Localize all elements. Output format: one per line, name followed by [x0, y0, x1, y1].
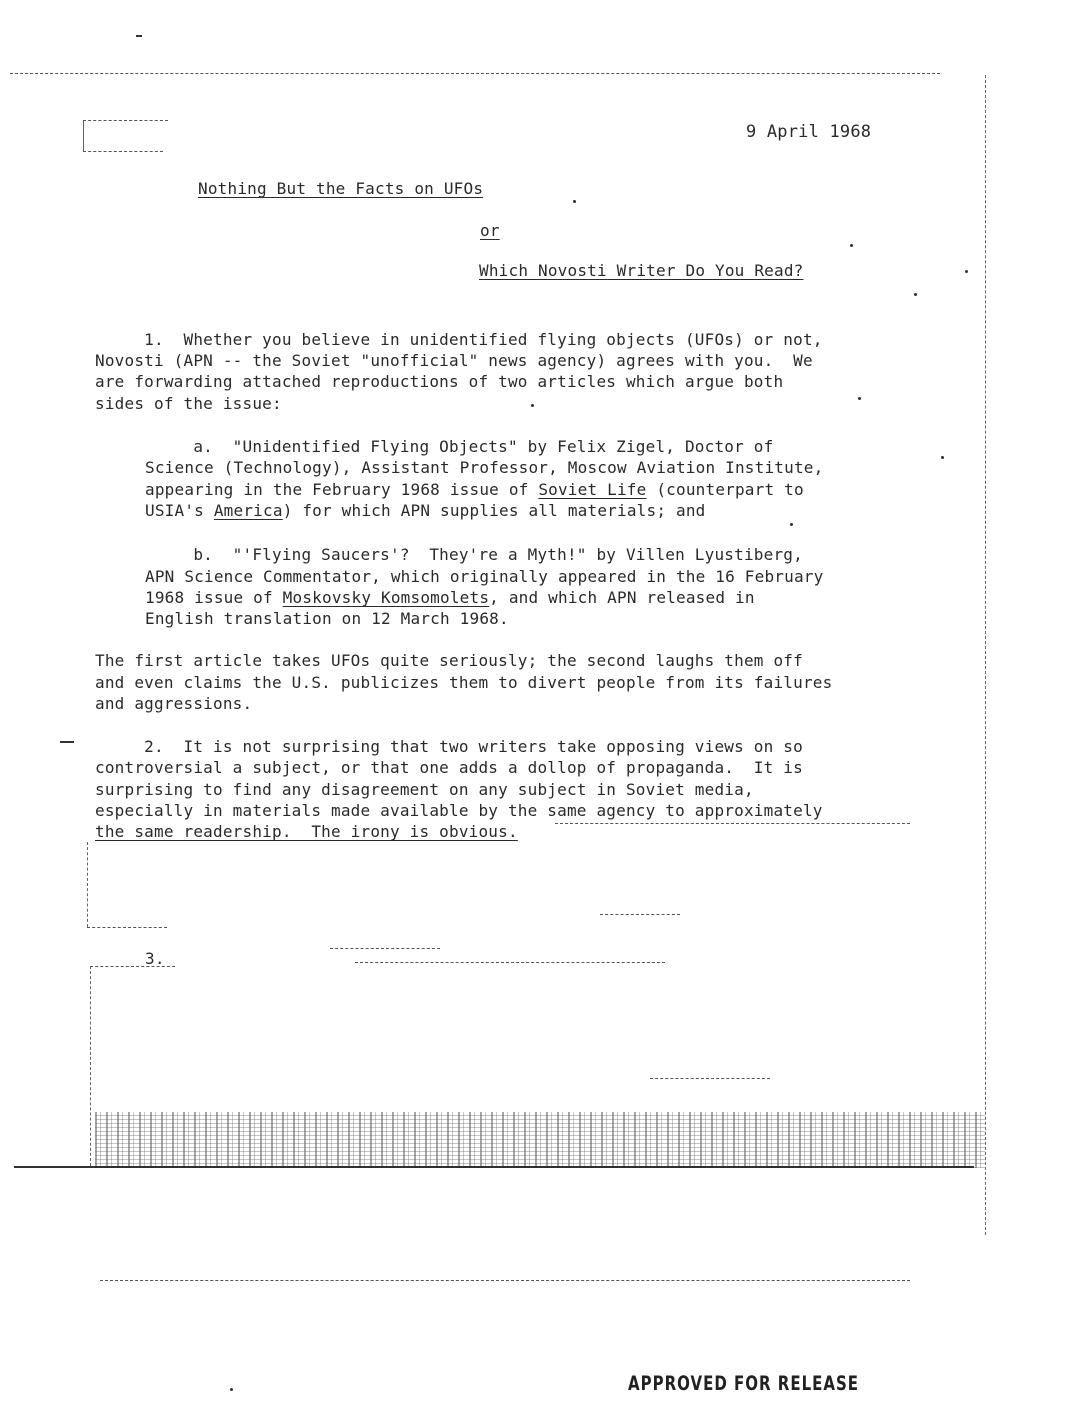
- summary-line3: and aggressions.: [95, 694, 253, 713]
- publication-soviet-life: Soviet Life: [538, 480, 647, 499]
- item-a-line4-start: USIA's: [145, 501, 214, 520]
- speck: [230, 1388, 233, 1391]
- publication-america: America: [213, 501, 283, 520]
- para2-trailing-line: [555, 823, 910, 824]
- redaction-box-bottom: [87, 927, 167, 928]
- memo-title-line2: Which Novosti Writer Do You Read?: [479, 261, 804, 280]
- redaction-scan-line-5: [100, 1280, 910, 1281]
- redaction-noise-band: [95, 1112, 985, 1168]
- redaction-scan-line-4: [650, 1078, 770, 1079]
- para2-line1: 2. It is not surprising that two writers take opposing views on so: [95, 737, 803, 756]
- right-margin-line: [985, 75, 986, 1235]
- redaction-bracket-top: [83, 120, 84, 152]
- para3-number: 3.: [145, 949, 165, 968]
- redaction-region-left: [90, 966, 91, 1166]
- item-a-line2: Science (Technology), Assistant Professor, Moscow Aviation Institute,: [145, 458, 824, 477]
- speck: [573, 200, 576, 203]
- item-b-line1: b. "'Flying Saucers'? They're a Myth!" by Villen Lyustiberg,: [95, 545, 803, 564]
- para2-line2: controversial a subject, or that one adds a dollop of propaganda. It is: [95, 758, 803, 777]
- redaction-scan-line-1: [330, 948, 440, 949]
- redaction-scan-line-3: [600, 914, 680, 915]
- speck: [858, 397, 861, 400]
- para1-line3: are forwarding attached reproductions of two articles which argue both: [95, 372, 784, 391]
- speck: [850, 244, 853, 247]
- speck: [914, 293, 917, 296]
- item-b-line3: [145, 587, 755, 608]
- item-a-line4-end: ) for which APN supplies all materials; and: [282, 501, 706, 520]
- item-b-line3-start: 1968 issue of: [145, 588, 283, 607]
- release-stamp: APPROVED FOR RELEASE: [628, 1372, 860, 1396]
- item-a-line3-end: (counterpart to: [646, 480, 804, 499]
- para2-line4: especially in materials made available by the same agency to approximately: [95, 801, 823, 820]
- item-a-line4: [145, 500, 706, 521]
- memo-date: 9 April 1968: [746, 122, 872, 142]
- memo-title-or: or: [480, 221, 500, 240]
- item-a-line1: a. "Unidentified Flying Objects" by Felix Zigel, Doctor of: [95, 437, 774, 456]
- top-border-line: [10, 73, 940, 74]
- speck: [941, 456, 944, 459]
- margin-mark: [60, 741, 74, 743]
- speck: [965, 270, 968, 273]
- memo-title-line1: Nothing But the Facts on UFOs: [198, 179, 484, 198]
- summary-line2: and even claims the U.S. publicizes them to divert people from its failures: [95, 673, 833, 692]
- para1-line1: 1. Whether you believe in unidentified flying objects (UFOs) or not,: [95, 330, 823, 349]
- redaction-box-left: [87, 842, 88, 927]
- para1-line4: sides of the issue:: [95, 394, 282, 413]
- para2-line5: the same readership. The irony is obvious.: [95, 822, 518, 841]
- redaction-region-top: [90, 966, 175, 967]
- publication-moskovsky-komsomolets: Moskovsky Komsomolets: [282, 588, 490, 607]
- item-a-line3: [145, 479, 804, 500]
- speck: [531, 404, 534, 407]
- item-b-line2: APN Science Commentator, which originally appeared in the 16 February: [145, 567, 824, 586]
- speck: [790, 523, 793, 526]
- redaction-bracket-top-edge: [83, 120, 168, 121]
- redaction-scan-line-2: [355, 962, 665, 963]
- item-b-line3-end: , and which APN released in: [489, 588, 755, 607]
- top-mark: [136, 35, 142, 37]
- para1-line2: Novosti (APN -- the Soviet "unofficial" news agency) agrees with you. We: [95, 351, 813, 370]
- summary-line1: The first article takes UFOs quite seriously; the second laughs them off: [95, 651, 803, 670]
- para2-line3: surprising to find any disagreement on any subject in Soviet media,: [95, 780, 754, 799]
- item-a-line3-start: appearing in the February 1968 issue of: [145, 480, 539, 499]
- redaction-bracket-bottom-edge: [83, 151, 163, 152]
- item-b-line4: English translation on 12 March 1968.: [145, 609, 509, 628]
